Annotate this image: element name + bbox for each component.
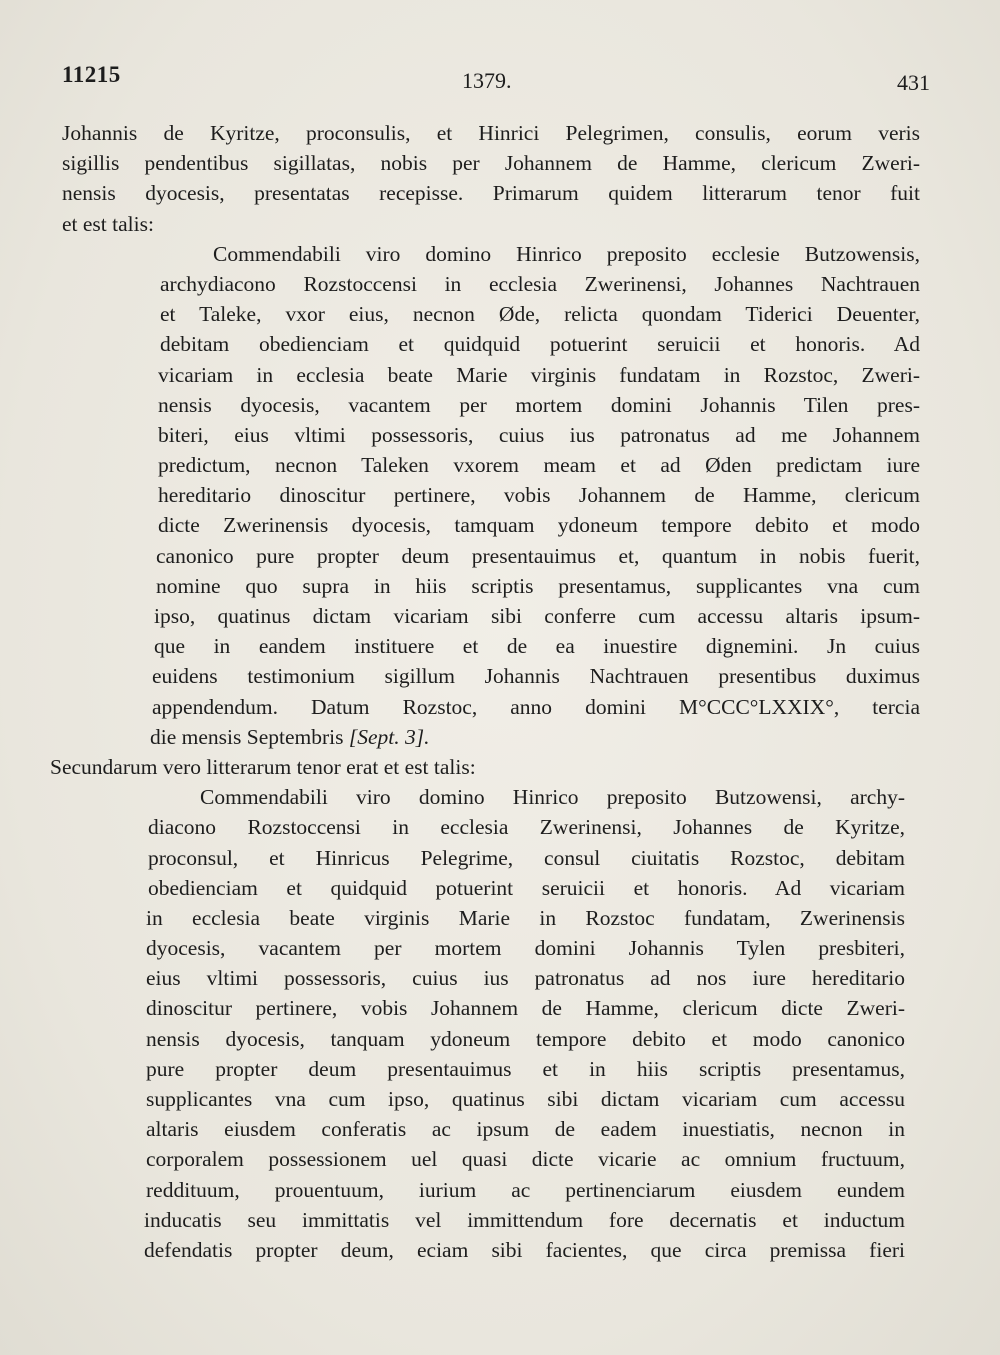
- text-line: [160, 299, 920, 329]
- text-line: [213, 239, 920, 269]
- text-line: [160, 329, 920, 359]
- document-number: 11215: [62, 62, 121, 87]
- text-line: [62, 209, 920, 239]
- text-line: [146, 1024, 905, 1054]
- text-line: [150, 722, 920, 752]
- text-line-content: ipso, quatinus dictam vicariam sibi conferre cum accessu altaris ipsum-: [154, 604, 920, 628]
- text-line: [50, 752, 920, 782]
- text-line-content: canonico pure propter deum presentauimus et, quantum in nobis fuerit,: [156, 543, 920, 568]
- text-line: [148, 812, 905, 842]
- text-line-content: nensis dyocesis, tanquam ydoneum tempore debito et modo canonico: [146, 1026, 905, 1051]
- text-line: [158, 390, 920, 420]
- text-line: [146, 963, 905, 993]
- text-line-content: biteri, eius vltimi possessoris, cuius ius patronatus ad me Johannem: [158, 422, 920, 447]
- text-line: [62, 178, 920, 208]
- text-line: [156, 571, 920, 601]
- text-line-content: Commendabili viro domino Hinrico preposito Butzowensi, archy-: [200, 785, 905, 810]
- page-header: [62, 62, 930, 102]
- text-line-content: predictum, necnon Taleken vxorem meam et ad Øden predictam iure: [158, 453, 920, 478]
- text-line-content: altaris eiusdem conferatis ac ipsum de eadem inuestiatis, necnon in: [146, 1117, 905, 1142]
- text-line-content: Johannis de Kyritze, proconsulis, et Hinrici Pelegrimen, consulis, eorum veris: [62, 121, 920, 145]
- text-line: [146, 933, 905, 963]
- text-line-content: nensis dyocesis, vacantem per mortem domini Johannis Tilen pres-: [158, 392, 920, 417]
- text-line: [148, 843, 905, 873]
- text-line-content: appendendum. Datum Rozstoc, anno domini M°CCC°LXXIX°, tercia: [152, 694, 920, 719]
- date-annotation: [Sept. 3].: [348, 724, 430, 749]
- text-line-content: supplicantes vna cum ipso, quatinus sibi dictam vicariam cum accessu: [146, 1087, 905, 1111]
- text-line-content: eius vltimi possessoris, cuius ius patronatus ad nos iure hereditario: [146, 966, 905, 991]
- text-line-content: Secundarum vero litterarum tenor erat et est talis:: [50, 754, 476, 779]
- text-line-content: Commendabili viro domino Hinrico preposito ecclesie Butzowensis,: [213, 241, 920, 266]
- text-line-content: que in eandem instituere et de ea inuestire dignemini. Jn cuius: [154, 634, 920, 659]
- text-line-content: dicte Zwerinensis dyocesis, tamquam ydoneum tempore debito et modo: [158, 513, 920, 538]
- text-line-content: dyocesis, vacantem per mortem domini Johannis Tylen presbiteri,: [146, 936, 905, 961]
- text-line: [154, 631, 920, 661]
- text-line: [158, 510, 920, 540]
- year-heading: 1379.: [462, 68, 512, 93]
- text-line: [62, 118, 920, 148]
- text-line-content: nensis dyocesis, presentatas recepisse. Primarum quidem litterarum tenor fuit: [62, 181, 920, 206]
- text-line: [144, 1235, 905, 1265]
- text-line: [146, 1114, 905, 1144]
- text-line: [62, 148, 920, 178]
- text-line: [152, 692, 920, 722]
- text-line: [144, 1205, 905, 1235]
- text-line-content: pure propter deum presentauimus et in hiis scriptis presentamus,: [146, 1056, 905, 1081]
- text-line: [148, 873, 905, 903]
- text-line: [146, 1054, 905, 1084]
- text-line-content: obedienciam et quidquid potuerint seruicii et honoris. Ad vicariam: [148, 875, 905, 900]
- text-line: [158, 360, 920, 390]
- text-line-content: inducatis seu immittatis vel immittendum fore decernatis et inductum: [144, 1207, 905, 1232]
- text-line-content: dinoscitur pertinere, vobis Johannem de Hamme, clericum dicte Zweri-: [146, 996, 905, 1021]
- text-line: [146, 993, 905, 1023]
- page-number: 431: [897, 70, 930, 95]
- text-line-content: corporalem possessionem uel quasi dicte vicarie ac omnium fructuum,: [146, 1147, 905, 1172]
- text-line: [160, 269, 920, 299]
- text-line-content: proconsul, et Hinricus Pelegrime, consul ciuitatis Rozstoc, debitam: [148, 845, 905, 870]
- text-line: [146, 1175, 905, 1205]
- text-line-content: reddituum, prouentuum, iurium ac pertinenciarum eiusdem eundem: [146, 1177, 905, 1202]
- text-line: [146, 1084, 905, 1114]
- text-line-content: sigillis pendentibus sigillatas, nobis per Johannem de Hamme, clericum Zweri-: [62, 151, 920, 176]
- text-line-content: vicariam in ecclesia beate Marie virginis fundatam in Rozstoc, Zweri-: [158, 362, 920, 387]
- text-line-content: archydiacono Rozstoccensi in ecclesia Zwerinensi, Johannes Nachtrauen: [160, 271, 920, 296]
- text-line-content: diacono Rozstoccensi in ecclesia Zwerinensi, Johannes de Kyritze,: [148, 815, 905, 840]
- text-line-content: defendatis propter deum, eciam sibi facientes, que circa premissa fieri: [144, 1237, 905, 1262]
- text-line-content: in ecclesia beate virginis Marie in Rozstoc fundatam, Zwerinensis: [146, 905, 905, 930]
- text-line: [152, 661, 920, 691]
- text-line: [158, 420, 920, 450]
- text-line: [200, 782, 905, 812]
- text-line: [154, 601, 920, 631]
- text-line: [146, 903, 905, 933]
- text-line: [146, 1144, 905, 1174]
- text-line-content: nomine quo supra in hiis scriptis presentamus, supplicantes vna cum: [156, 573, 920, 598]
- text-line: [158, 450, 920, 480]
- document-text: [0, 118, 1000, 1265]
- text-line-content: hereditario dinoscitur pertinere, vobis Johannem de Hamme, clericum: [158, 483, 920, 508]
- text-line-content: euidens testimonium sigillum Johannis Nachtrauen presentibus duximus: [152, 664, 920, 689]
- text-line-content: die mensis Septembris: [150, 724, 349, 749]
- text-line-content: et est talis:: [62, 211, 154, 236]
- text-line: [156, 541, 920, 571]
- text-line: [158, 480, 920, 510]
- text-line-content: debitam obedienciam et quidquid potuerint seruicii et honoris. Ad: [160, 332, 920, 357]
- text-line-content: et Taleke, vxor eius, necnon Øde, relicta quondam Tiderici Deuenter,: [160, 302, 920, 327]
